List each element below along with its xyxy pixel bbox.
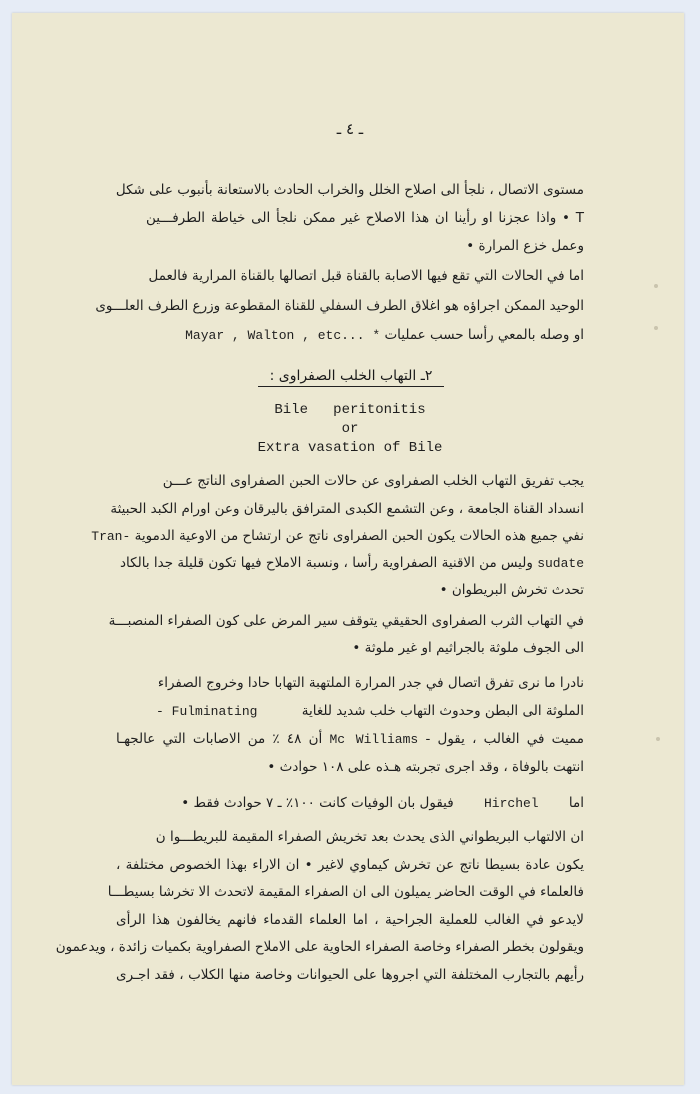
text-span: فيقول بان الوفيات كانت ١٠٠٪ ـ ٧ حوادث فقط • xyxy=(181,795,454,811)
text-line xyxy=(91,528,584,544)
binding-hole xyxy=(656,737,660,741)
text-line: يكون عادة بسيطا ناتج عن تخرش كيماوي لاغير • ان الاراء بهذا الخصوص مختلفة ، xyxy=(116,857,584,873)
text-span: أن ٤٨ ٪ من الاصابات التي عالجهـا xyxy=(116,731,323,747)
text-line: T • واذا عجزنا او رأينا ان هذا الاصلاح غير ممكن نلجأ الى خياطة الطرفـــين xyxy=(146,210,584,226)
text-line xyxy=(116,731,584,747)
text-line: في التهاب الثرب الصفراوى الحقيقي يتوقف سير المرض على كون الصفراء المنصبـــة xyxy=(108,613,584,629)
text-line: تحدث تخرش البريطوان • xyxy=(439,582,584,598)
latin-text: Hirchel xyxy=(483,796,539,811)
section-heading: ٢ـ التهاب الخلب الصفراوى : xyxy=(258,368,444,387)
text-line xyxy=(181,795,584,811)
english-title-line-1: Bile peritonitis xyxy=(274,402,426,418)
text-span: اما xyxy=(568,795,584,811)
page-number: ـ ٤ ـ xyxy=(336,120,364,138)
text-line: اما في الحالات التي تقع فيها الاصابة بالقناة قبل اتصالها بالقناة المرارية فالعمل xyxy=(148,268,584,284)
text-span: او وصله بالمعي رأسا حسب عمليات xyxy=(384,327,584,343)
text-line: ويقولون بخطر الصفراء وخاصة الصفراء الحاوية على الاملاح الصفراوية بكميات زائدة ، ويدعمون xyxy=(55,939,584,955)
text-span: وليس من الاقنية الصفراوية رأسا ، ونسبة الاملاح فيها تكون قليلة جدا بالكاد xyxy=(120,555,533,571)
binding-hole xyxy=(654,326,658,330)
english-title-line-3: Extra vasation of Bile xyxy=(257,440,443,456)
text-line: الوحيد الممكن اجراؤه هو اغلاق الطرف السفلي للقناة المقطوعة وزرع الطرف العلـــوى xyxy=(95,298,584,314)
text-line: رأيهم بالتجارب المختلفة التي اجروها على الحيوانات وخاصة منها الكلاب ، فقد اجـرى xyxy=(116,967,584,983)
english-title-line-2: or xyxy=(341,421,359,437)
text-line: لايدعو في الغالب للعملية الجراحية ، اما العلماء القدماء فانهم يخالفون هذا الرأى xyxy=(116,912,584,928)
text-line: الى الجوف ملوثة بالجراثيم او غير ملوثة • xyxy=(352,640,584,656)
binding-hole xyxy=(654,284,658,288)
latin-text: - Fulminating xyxy=(156,704,258,719)
text-line: وعمل خزع المرارة • xyxy=(466,238,584,254)
latin-text: Mayar , Walton , etc... * xyxy=(185,328,381,343)
text-line xyxy=(120,555,584,571)
text-line: مستوى الاتصال ، نلجأ الى اصلاح الخلل والخراب الحادث بالاستعانة بأنبوب على شكل xyxy=(115,182,584,198)
text-line: نادرا ما نرى تفرق اتصال في جدر المرارة الملتهبة التهابا حادا وخروج الصفراء xyxy=(157,675,584,691)
text-line xyxy=(185,327,584,343)
text-span: نفي جميع هذه الحالات يكون الحبن الصفراوى ناتج عن ارتشاح من الاوعية الدموية xyxy=(134,528,584,544)
text-line: فالعلماء في الوقت الحاضر يميلون الى ان الصفراء المقيمة لاتحدث الا تخرشا بسيطـــا xyxy=(107,884,584,900)
text-span: مميت في الغالب ، يقول - xyxy=(425,731,584,747)
text-line: يجب تفريق التهاب الخلب الصفراوى عن حالات الحبن الصفراوى الناتج عـــن xyxy=(162,473,584,489)
text-line xyxy=(156,703,584,719)
latin-text: Mc Williams xyxy=(329,732,419,747)
text-line: ان الالتهاب البريطواني الذى يحدث بعد تخريش الصفراء المقيمة للبريطـــوا ن xyxy=(155,829,584,845)
text-line: انسداد القناة الجامعة ، وعن التشمع الكبدى المترافق باليرقان وعن اورام الكبد الحبيثة xyxy=(110,501,584,517)
latin-text: Tran- xyxy=(91,529,131,544)
latin-text: sudate xyxy=(537,556,584,571)
text-line: انتهت بالوفاة ، وقد اجرى تجربته هـذه على ١٠٨ حوادث • xyxy=(267,759,584,775)
text-span: الملوثة الى البطن وحدوث التهاب خلب شديد للغاية xyxy=(301,703,584,719)
